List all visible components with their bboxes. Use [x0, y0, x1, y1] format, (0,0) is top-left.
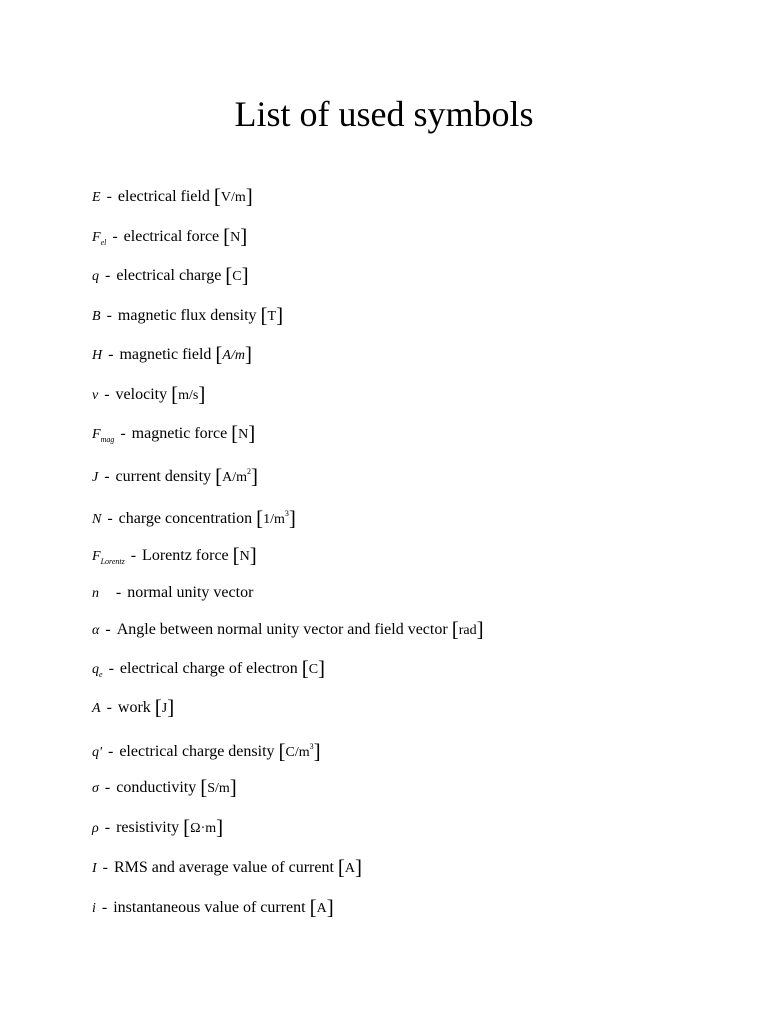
symbol-row: [92, 656, 325, 687]
unit: Ω·m: [190, 821, 217, 836]
unit-group: [301, 656, 326, 680]
unit: N: [238, 427, 249, 442]
left-bracket: [: [215, 464, 223, 488]
separator-dash: -: [108, 660, 114, 677]
symbol-row: [92, 421, 255, 452]
left-bracket: [: [154, 695, 162, 719]
page-title: List of used symbols: [234, 94, 534, 134]
left-bracket: [: [337, 855, 345, 879]
separator-dash: -: [120, 425, 126, 442]
symbol: ρ: [92, 821, 99, 836]
right-bracket: ]: [240, 224, 248, 248]
unit-group: [215, 342, 252, 366]
unit: T: [267, 309, 277, 324]
separator-dash: -: [106, 699, 112, 716]
symbol: E: [92, 190, 101, 205]
description: electrical charge of electron: [119, 660, 298, 677]
symbol-row: [92, 735, 321, 765]
right-bracket: ]: [229, 775, 237, 799]
right-bracket: ]: [248, 421, 256, 445]
left-bracket: [: [260, 303, 268, 327]
unit-group: [451, 617, 484, 641]
right-bracket: ]: [276, 303, 284, 327]
separator-dash: -: [108, 346, 114, 363]
right-bracket: ]: [355, 855, 363, 879]
unit: C: [232, 269, 242, 284]
symbol-row: [92, 224, 247, 255]
left-bracket: [: [301, 656, 309, 680]
unit-exponent: 3: [284, 509, 289, 518]
description: current density: [115, 468, 212, 485]
description: conductivity: [116, 779, 197, 796]
left-bracket: [: [256, 506, 264, 530]
separator-dash: -: [104, 468, 110, 485]
unit-group: [337, 855, 363, 879]
symbol-row: [92, 460, 258, 490]
unit: C: [308, 662, 319, 677]
right-bracket: ]: [318, 656, 326, 680]
right-bracket: ]: [250, 464, 258, 488]
description: magnetic field: [119, 346, 212, 363]
symbol-subscript: mag: [100, 435, 115, 444]
symbol-row: [92, 775, 237, 801]
symbol: A: [92, 701, 101, 716]
symbol: n⃗: [92, 586, 110, 601]
right-bracket: ]: [326, 895, 334, 919]
unit-group: [215, 464, 258, 488]
unit-group: [225, 263, 249, 287]
description: electrical charge: [116, 267, 222, 284]
left-bracket: [: [451, 617, 459, 641]
unit: m/s: [178, 388, 199, 403]
symbol: σ: [92, 781, 99, 796]
left-bracket: [: [223, 224, 231, 248]
unit-group: [231, 421, 256, 445]
right-bracket: ]: [245, 184, 253, 208]
unit-group: [213, 184, 253, 208]
symbol-subscript: e: [99, 670, 103, 679]
separator-dash: -: [104, 386, 110, 403]
description: electrical force: [123, 228, 220, 245]
separator-dash: -: [112, 228, 118, 245]
separator-dash: -: [106, 307, 112, 324]
unit: A: [344, 861, 356, 876]
unit-group: [256, 506, 296, 530]
unit-group: [171, 382, 206, 406]
symbol-row: [92, 263, 249, 289]
description: Lorentz force: [142, 547, 229, 564]
symbol: J: [92, 470, 99, 485]
separator-dash: -: [108, 743, 114, 760]
unit: rad: [458, 623, 477, 638]
unit: V/m: [220, 190, 246, 205]
symbol: α: [92, 623, 100, 638]
symbol: F: [92, 549, 101, 564]
symbol-row: [92, 543, 257, 574]
symbol: N: [92, 512, 102, 527]
description: resistivity: [116, 819, 180, 836]
symbol-row: [92, 815, 223, 841]
unit-group: [200, 775, 237, 799]
separator-dash: -: [107, 510, 113, 527]
right-bracket: ]: [167, 695, 175, 719]
unit: A/m: [222, 470, 247, 485]
symbol: i: [92, 901, 96, 916]
right-bracket: ]: [198, 382, 206, 406]
symbol: q: [92, 662, 99, 677]
unit-group: [278, 739, 321, 763]
left-bracket: [: [225, 263, 233, 287]
separator-dash: -: [130, 547, 137, 564]
symbol-subscript: el: [100, 238, 107, 247]
unit-group: [309, 895, 334, 919]
symbol-row: [92, 581, 253, 606]
left-bracket: [: [232, 543, 240, 567]
description: magnetic flux density: [117, 307, 257, 324]
left-bracket: [: [278, 739, 286, 763]
symbol: v: [92, 388, 99, 403]
separator-dash: -: [102, 859, 108, 876]
separator-dash: -: [115, 584, 122, 601]
left-bracket: [: [200, 775, 208, 799]
symbol-row: [92, 855, 362, 881]
left-bracket: [: [215, 342, 223, 366]
description: work: [117, 699, 151, 716]
unit-exponent: 2: [246, 467, 251, 476]
description: charge concentration: [118, 510, 253, 527]
separator-dash: -: [101, 899, 108, 916]
symbol: H: [92, 348, 103, 363]
symbol-row: [92, 303, 283, 329]
unit: N: [239, 549, 250, 564]
right-bracket: ]: [288, 506, 296, 530]
separator-dash: -: [105, 621, 111, 638]
symbol: I: [92, 861, 97, 876]
symbol: q: [92, 269, 99, 284]
unit-group: [183, 815, 224, 839]
description: velocity: [115, 386, 168, 403]
right-bracket: ]: [249, 543, 257, 567]
right-bracket: ]: [241, 263, 249, 287]
symbol-row: [92, 502, 296, 532]
unit-group: [223, 224, 248, 248]
description: magnetic force: [131, 425, 228, 442]
unit: A/m: [222, 348, 245, 363]
unit-group: [260, 303, 284, 327]
description: RMS and average value of current: [114, 859, 334, 876]
right-bracket: ]: [313, 739, 321, 763]
description: Angle between normal unity vector and field vector: [116, 621, 448, 638]
symbol-subscript: Lorentz: [100, 557, 125, 566]
symbol-row: [92, 895, 334, 921]
symbol: F: [92, 427, 101, 442]
unit-exponent: 3: [309, 742, 314, 751]
unit: 1/m: [263, 512, 285, 527]
symbol-row: [92, 695, 174, 721]
separator-dash: -: [104, 819, 111, 836]
unit: J: [161, 701, 168, 716]
right-bracket: ]: [244, 342, 252, 366]
description: normal unity vector: [127, 584, 254, 601]
unit-group: [232, 543, 257, 567]
left-bracket: [: [231, 421, 239, 445]
right-bracket: ]: [476, 617, 484, 641]
description: electrical field: [117, 188, 210, 205]
symbol: q': [92, 745, 102, 760]
symbol-row: [92, 617, 484, 643]
symbol: F: [92, 230, 101, 245]
left-bracket: [: [213, 184, 221, 208]
unit: S/m: [207, 781, 230, 796]
separator-dash: -: [105, 267, 111, 284]
symbol-row: [92, 184, 253, 210]
unit: A: [316, 901, 327, 916]
description: electrical charge density: [119, 743, 275, 760]
left-bracket: [: [171, 382, 179, 406]
right-bracket: ]: [216, 815, 224, 839]
description: instantaneous value of current: [113, 899, 306, 916]
separator-dash: -: [104, 779, 111, 796]
unit: C/m: [285, 745, 310, 760]
symbol: B: [92, 309, 101, 324]
unit: N: [230, 230, 241, 245]
left-bracket: [: [309, 895, 317, 919]
symbol-row: [92, 342, 252, 368]
symbol-row: [92, 382, 205, 408]
unit-group: [154, 695, 175, 719]
separator-dash: -: [106, 188, 112, 205]
left-bracket: [: [183, 815, 191, 839]
